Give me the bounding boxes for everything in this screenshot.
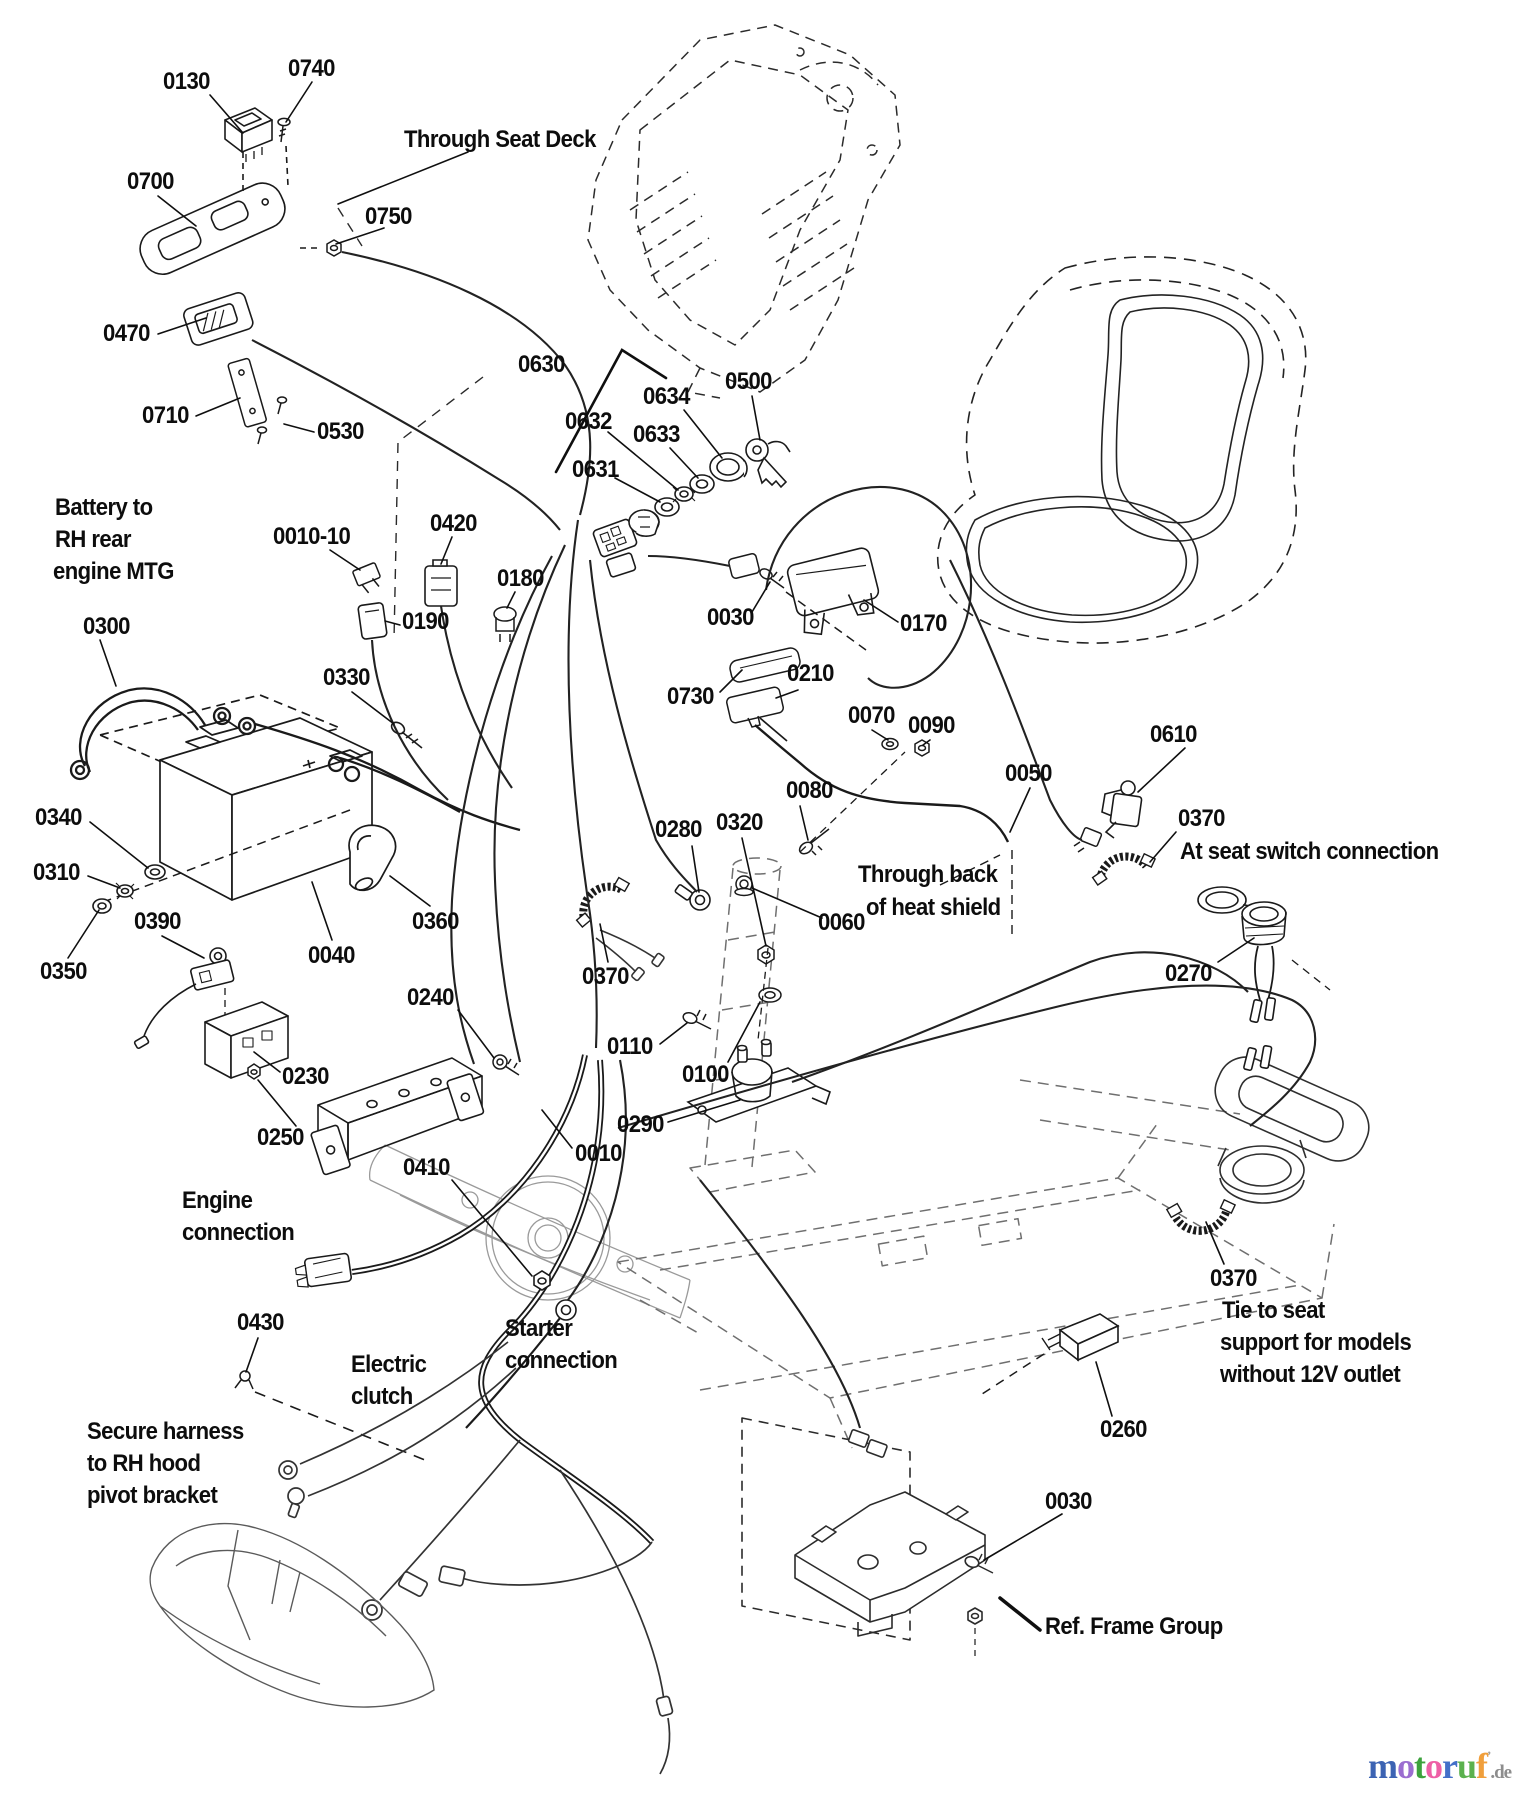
hardware-0320 [758, 945, 781, 1040]
callout-0700: 0700 [127, 168, 174, 195]
logo-letter: o [1425, 1746, 1442, 1786]
channel-bracket [311, 1058, 485, 1175]
callout-0350: 0350 [40, 958, 87, 985]
callout-0410: 0410 [403, 1154, 450, 1181]
callout-0330: 0330 [323, 664, 370, 691]
bracket-0230 [205, 1002, 288, 1078]
harness-trunks [352, 1055, 652, 1542]
logo-letter: u [1456, 1746, 1477, 1786]
callout-0060: 0060 [818, 909, 865, 936]
note-secure-line2: to RH hood [87, 1450, 201, 1477]
control-panel-0700 [134, 146, 292, 281]
callout-0260: 0260 [1100, 1416, 1147, 1443]
callout-0210: 0210 [787, 660, 834, 687]
screw-0240 [493, 1055, 519, 1075]
connector-mid [728, 553, 760, 579]
hex-nut-0750 [300, 240, 341, 256]
battery [100, 695, 372, 900]
motoruf-logo[interactable] [1368, 1748, 1511, 1784]
callout-0710: 0710 [142, 402, 189, 429]
callout-0370-bottom: 0370 [1210, 1265, 1257, 1292]
callout-0100: 0100 [682, 1061, 729, 1088]
note-secure-line3: pivot bracket [87, 1482, 218, 1509]
logo-letter: r [1442, 1746, 1457, 1786]
callout-0240: 0240 [407, 984, 454, 1011]
wiring-harness [252, 252, 1315, 1428]
note-tie-line3: without 12V outlet [1220, 1361, 1401, 1388]
note-clutch: clutch [351, 1383, 413, 1410]
callout-0050: 0050 [1005, 760, 1052, 787]
callout-0320: 0320 [716, 809, 763, 836]
note-engine: Engine [182, 1187, 253, 1214]
callout-0010-10: 0010-10 [273, 523, 351, 550]
callout-0340: 0340 [35, 804, 82, 831]
logo-suffix: .de [1490, 1762, 1512, 1783]
rocker-switch-0130 [225, 108, 272, 162]
elbow-boot [349, 825, 396, 892]
note-secure-line1: Secure harness [87, 1418, 244, 1445]
callout-0632: 0632 [565, 408, 612, 435]
mounting-plate [742, 1418, 993, 1656]
cable-tie-strap-0370-middle [577, 878, 630, 928]
bracket-0710 [228, 358, 287, 444]
callout-0634: 0634 [643, 383, 690, 410]
engine-connector [294, 1253, 351, 1288]
callout-0170: 0170 [900, 610, 947, 637]
callout-0370-right: 0370 [1178, 805, 1225, 832]
power-outlet-0270 [1198, 887, 1330, 1071]
callout-0010: 0010 [575, 1140, 622, 1167]
callout-0310: 0310 [33, 859, 80, 886]
note-ref-frame-group: Ref. Frame Group [1045, 1613, 1223, 1640]
callout-0530: 0530 [317, 418, 364, 445]
note-engine-connection: connection [182, 1219, 295, 1246]
note-tie-line1: Tie to seat [1222, 1297, 1325, 1324]
logo-letter: f [1476, 1746, 1488, 1786]
note-electric: Electric [351, 1351, 427, 1378]
clutch-pigtails [279, 1342, 673, 1774]
callout-0030-top: 0030 [707, 604, 754, 631]
callout-0290: 0290 [617, 1111, 664, 1138]
key-switch-assembly [592, 439, 790, 578]
callout-0230: 0230 [282, 1063, 329, 1090]
callout-0070: 0070 [848, 702, 895, 729]
note-battery-line1: Battery to [55, 494, 153, 521]
callout-0090: 0090 [908, 712, 955, 739]
callout-0180: 0180 [497, 565, 544, 592]
callout-0110: 0110 [607, 1033, 653, 1060]
callout-0390: 0390 [134, 908, 181, 935]
connector-0190 [358, 602, 387, 639]
module-0210 [726, 686, 784, 727]
callout-0630: 0630 [518, 351, 565, 378]
nut-0250 [248, 1064, 260, 1079]
callout-0080: 0080 [786, 777, 833, 804]
note-starter-connection: connection [505, 1347, 618, 1374]
console-outline [588, 25, 900, 398]
callout-0470: 0470 [103, 320, 150, 347]
ignition-key-0500 [746, 439, 790, 487]
callout-0370-middle: 0370 [582, 963, 629, 990]
callout-0250: 0250 [257, 1124, 304, 1151]
note-tie-line2: support for models [1220, 1329, 1412, 1356]
note-battery-line3: engine MTG [53, 558, 174, 585]
connector-0420 [425, 560, 457, 606]
callout-0360: 0360 [412, 908, 459, 935]
logo-apostrophe: ’ [1487, 1748, 1491, 1763]
callout-0270: 0270 [1165, 960, 1212, 987]
callout-0750: 0750 [365, 203, 412, 230]
note-heat-line1: Through back [858, 861, 998, 888]
callout-0040: 0040 [308, 942, 355, 969]
connector-0610 [1074, 827, 1102, 852]
harness-trunk-cores [352, 1055, 652, 1542]
note-at-seat-switch: At seat switch connection [1180, 838, 1439, 865]
battery-hardware [93, 865, 165, 913]
callout-0631: 0631 [572, 456, 619, 483]
screw-0740 [278, 118, 290, 142]
callout-0430: 0430 [237, 1309, 284, 1336]
bolt-0080 [797, 752, 905, 856]
callout-0610: 0610 [1150, 721, 1197, 748]
logo-letter: m [1368, 1746, 1397, 1786]
cable-tie-strap-0370-right [1093, 854, 1156, 885]
washer-0070 [882, 739, 898, 750]
hood-shell [150, 1524, 434, 1707]
interlock-switch-0260 [982, 1314, 1118, 1394]
callout-0420: 0420 [430, 510, 477, 537]
module-0470 [182, 291, 255, 347]
seat-support-bracket [1206, 1048, 1377, 1203]
logo-letter: t [1414, 1746, 1425, 1786]
callout-0130: 0130 [163, 68, 210, 95]
callout-0500: 0500 [725, 368, 772, 395]
callout-0280: 0280 [655, 816, 702, 843]
note-starter: Starter [505, 1315, 573, 1342]
bolt-0110 [682, 1010, 711, 1029]
callout-0030-bottom: 0030 [1045, 1488, 1092, 1515]
callout-0190: 0190 [402, 608, 449, 635]
relay-bracket-0170 [786, 546, 885, 638]
seat-switch-0610 [1102, 781, 1142, 838]
frame-group-outline [618, 858, 1334, 1448]
note-battery-line2: RH rear [55, 526, 131, 553]
flange-nut-bottom [968, 1608, 982, 1656]
note-heat-line2: of heat shield [866, 894, 1001, 921]
logo-letter: o [1397, 1746, 1414, 1786]
callout-0740: 0740 [288, 55, 335, 82]
callout-0300: 0300 [83, 613, 130, 640]
note-through-seat-deck: Through Seat Deck [404, 126, 596, 153]
callout-0730: 0730 [667, 683, 714, 710]
seat-outline [938, 257, 1306, 643]
wire-mid [648, 556, 730, 566]
callout-0633: 0633 [633, 421, 680, 448]
